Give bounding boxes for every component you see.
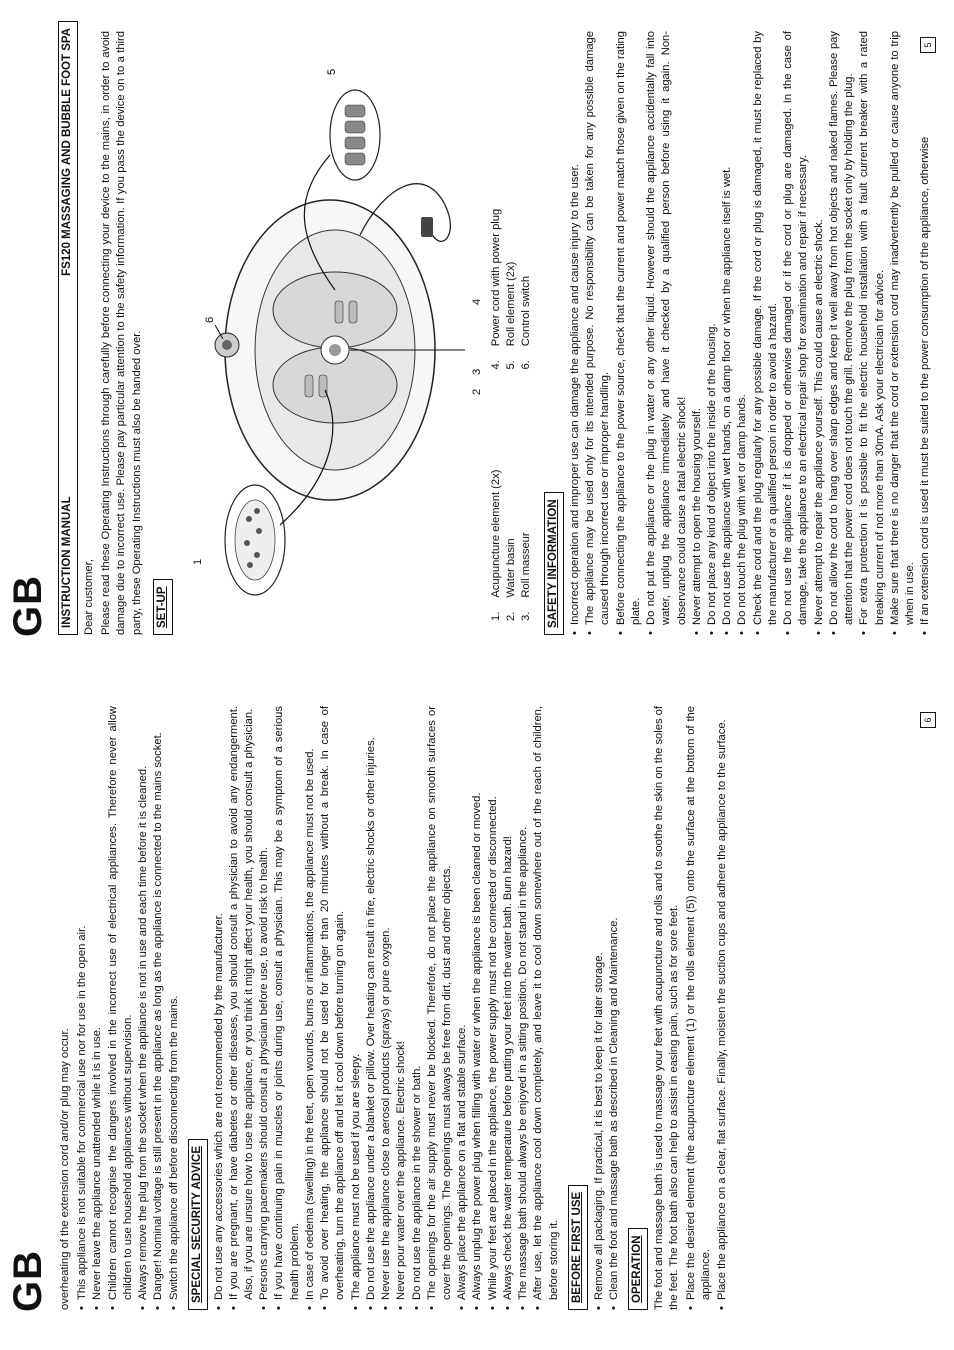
list-item: • Always remove the plug from the socket when the appliance is not in use and each time before it is cleaned. xyxy=(136,706,151,1310)
operation-intro: The foot and massage bath is used to massage your feet with acupuncture and rolls and to soothe the skin on the soles of the feet. The foot bath also can help to assist in easing pain, such as for sore feet. xyxy=(652,706,680,1310)
list-item: • Do not use the appliance under a blanket or pillow. Over heating can result in fire, electric shocks or other injuries. xyxy=(364,706,379,1310)
page-number: 6 xyxy=(920,712,936,728)
callout-5: 5 xyxy=(325,68,338,75)
list-item: • Never use the appliance close to aerosol products (sprays) or pure oxygen. xyxy=(379,706,394,1310)
page-6 xyxy=(0,675,954,1350)
safety-list xyxy=(568,31,934,635)
list-item: • If an extension cord is used it must be suited to the power consumption of the appliance, otherwise xyxy=(918,31,933,635)
header-left: INSTRUCTION MANUAL xyxy=(61,496,73,628)
brand-label: GB xyxy=(6,1250,50,1312)
parts-list-left xyxy=(489,470,535,621)
page-6-rotated-content xyxy=(0,675,954,1350)
parts-list-right xyxy=(489,209,535,370)
part-item: 3. Roll masseur xyxy=(520,532,533,621)
list-item: • If you are pregnant, or have diabetes or other diseases, you should consult a physician to avoid any endangerment. Also, if you are unsure how to use the appliance, or you think it might affect your health, you should consult a physician. xyxy=(227,706,257,1310)
callout-6: 6 xyxy=(203,316,216,323)
page-6-body xyxy=(58,706,730,1310)
list-item: • For extra protection it is possible to fit the electric household installation with a fault current breaker with a rated breaking current of not more than 30mA. Ask your electrician for advice. xyxy=(857,31,887,635)
list-item: • Remove all packaging. If practical, it is best to keep it for later storage. xyxy=(592,706,607,1310)
list-item: • Do not allow the cord to hang over sharp edges and keep it well away from hot objects and naked flames. Please pay attention that the power cord does not touch the grill. Remove the plug from the socket only by holding the plug. xyxy=(827,31,857,635)
intro-paragraph: Please read these Operating Instructions through carefully before connecting your device to the mains, in order to avoid damage due to incorrect use. Please pay particular attention to the safety information. If you pass the device on to a third party, these Operating Instructions must also be handed over. xyxy=(100,31,143,635)
page-number: 5 xyxy=(920,37,936,53)
list-item: • After use, let the appliance cool down completely, and leave it to cool down somewhere out of the reach of children, before storing it. xyxy=(531,706,561,1310)
list-item: • Do not use the appliance with wet hands, on a damp floor or when the appliance itself is wet. xyxy=(720,31,735,635)
list-item: • Place the desired element (the acupuncture element (1) or the rolls element (5)) onto the surface at the bottom of the appliance. xyxy=(684,706,714,1310)
header-right: FS120 MASSAGING AND BUBBLE FOOT SPA xyxy=(61,28,73,276)
brand-label: GB xyxy=(6,575,50,637)
list-item: • The openings for the air supply must never be blocked. Therefore, do not place the appliance on smooth surfaces or cover the openings. The openings must always be free from dirt, dust and other objects. xyxy=(425,706,455,1310)
list-item: • Place the appliance on a clear, flat surface. Finally, moisten the suction cups and adhere the appliance to the surface. xyxy=(715,706,730,1310)
list-item: • Always place the appliance on a flat and stable surface. xyxy=(455,706,470,1310)
list-item: • Make sure that there is no danger that the cord or extension cord may inadvertently be pulled or cause anyone to trip when in use. xyxy=(888,31,918,635)
list-item: • This appliance is not suitable for commercial use nor for use in the open air. xyxy=(75,706,90,1310)
part-item: 2. Water basin xyxy=(504,538,517,621)
safety-title: SAFETY INFORMATION xyxy=(544,492,564,635)
part-item: 1. Acupuncture element (2x) xyxy=(489,469,502,621)
list-item: • Danger! Nominal voltage is still present in the appliance as long as the appliance is connected to the mains socket. xyxy=(151,706,166,1310)
list-item: • Always unplug the power plug when filling with water or when the appliance is been cleaned or moved. xyxy=(470,706,485,1310)
special-security-title: SPECIAL SECURITY ADVICE xyxy=(188,1139,208,1310)
list-item: • Clean the foot and massage bath as described in Cleaning and Maintenance. xyxy=(607,706,622,1310)
list-item: • Persons carrying pacemakers should consult a physician before use, to avoid risk to health. xyxy=(257,706,272,1310)
list-item: • Never attempt to open the housing yourself. xyxy=(690,31,705,635)
list-item: • Do not use the appliance in the shower or bath. xyxy=(410,706,425,1310)
list-item: • Never attempt to repair the appliance yourself. This could cause an electric shock. xyxy=(812,31,827,635)
page-5-body xyxy=(82,31,934,635)
list-item: • While your feet are placed in the appliance, the power supply must not be connected or disconnected. xyxy=(486,706,501,1310)
list-item: • Do not use any accessories which are not recommended by the manufacturer. xyxy=(212,706,227,1310)
list-item: • Before connecting the appliance to the power source, check that the current and power match those given on the rating plate. xyxy=(614,31,644,635)
list-item: • Children cannot recognise the dangers involved in the incorrect use of electrical appliances. Therefore never allow children to use household appliances without supervision. xyxy=(106,706,136,1310)
list-item: • Never leave the appliance unattended while it is in use. xyxy=(90,706,105,1310)
list-item: • The appliance must not be used if you are sleepy. xyxy=(349,706,364,1310)
operation-list xyxy=(684,706,730,1310)
list-item: • Never pour water over the appliance. Electric shock! xyxy=(394,706,409,1310)
list-item: • Always check the water temperature before putting your feet into the water bath. Burn hazard! xyxy=(501,706,516,1310)
special-security-list xyxy=(212,706,562,1310)
product-figure xyxy=(185,31,485,635)
before-first-use-title: BEFORE FIRST USE xyxy=(568,1185,588,1310)
list-item: • Check the cord and the plug regularly for any possible damage. If the cord or plug is damaged, it must be replaced by the manufacturer or a qualified person in order to avoid a hazard. xyxy=(751,31,781,635)
manual-header xyxy=(58,21,78,635)
list-item: • Do not place any kind of object into the inside of the housing. xyxy=(705,31,720,635)
part-item: 4. Power cord with power plug xyxy=(489,208,502,370)
setup-title: SET-UP xyxy=(153,579,173,635)
list-item: • Do not touch the plug with wet or damp hands. xyxy=(735,31,750,635)
callout-3: 3 xyxy=(470,368,483,375)
list-item: • The massage bath should always be enjoyed in a sitting position. Do not stand in the appliance. xyxy=(516,706,531,1310)
part-item: 5. Roll element (2x) xyxy=(504,261,517,370)
list-item: • The appliance may be used only for its intended purpose. No responsibility can be taken for any possible damage caused through incorrect use or improper handling. xyxy=(583,31,613,635)
callout-2: 2 xyxy=(470,388,483,395)
product-illustration xyxy=(185,31,485,635)
list-item: • Incorrect operation and improper use can damage the appliance and cause injury to the user. xyxy=(568,31,583,635)
greeting: Dear customer, xyxy=(83,559,95,635)
parts-list xyxy=(489,31,535,621)
list-item: • Do not put the appliance or the plug in water or any other liquid. However should the appliance accidentally fall into water, unplug the appliance immediately and have it checked by a qualified person before using it again. Non-observance could cause a fatal electric shock! xyxy=(644,31,690,635)
general-safety-list xyxy=(75,706,182,1310)
list-item: • If you have continuing pain in muscles or joints during use, consult a physician. This may be a symptom of a serious health problem. xyxy=(272,706,302,1310)
continuation-text: overheating of the extension cord and/or plug may occur. xyxy=(59,1028,71,1310)
list-item: • In case of oedema (swelling) in the feet, open wounds, burns or inflammations, the appliance must not be used. xyxy=(303,706,318,1310)
callout-4: 4 xyxy=(470,298,483,305)
list-item: • Switch the appliance off before disconnecting from the mains. xyxy=(167,706,182,1310)
before-first-use-list xyxy=(592,706,622,1310)
callout-1: 1 xyxy=(191,558,204,565)
list-item: • To avoid over heating, the appliance should not be used for longer than 20 minutes without a break. In case of overheating, turn the appliance off and let it cool down before turning on again. xyxy=(318,706,348,1310)
list-item: • Do not use the appliance if it is dropped or otherwise damaged or if the cord or plug are damaged. In the case of damage, take the appliance to an electrical repair shop for examination and repair if necessary. xyxy=(781,31,811,635)
operation-title: OPERATION xyxy=(628,1228,648,1310)
part-item: 6. Control switch xyxy=(520,275,533,370)
